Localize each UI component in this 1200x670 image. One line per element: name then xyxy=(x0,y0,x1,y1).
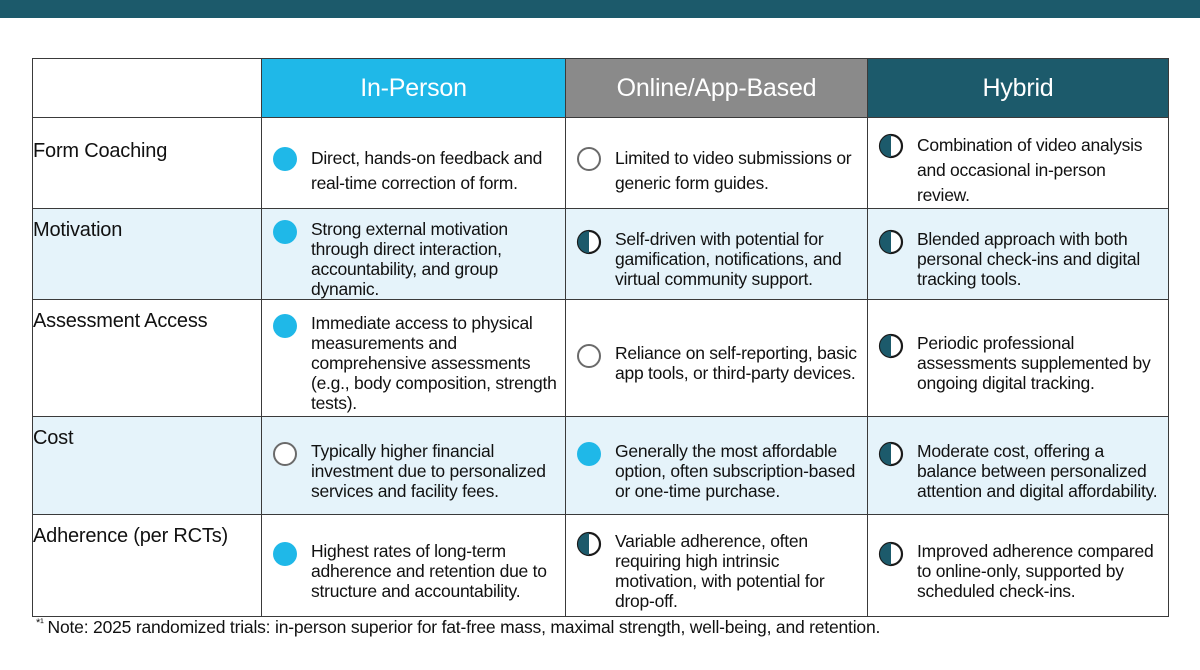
cell-text: Blended approach with both personal check-ins and digital tracking tools. xyxy=(917,229,1141,289)
row-label: Form Coaching xyxy=(33,140,168,162)
filled-circle-icon xyxy=(272,219,298,245)
cell-text: Combination of video analysis and occasional in-person review. xyxy=(917,135,1143,205)
row-label: Motivation xyxy=(33,219,123,241)
header-in-person: In-Person xyxy=(262,59,566,118)
half-filled-circle-icon xyxy=(878,133,904,159)
empty-circle-icon xyxy=(576,146,602,172)
table-row-motivation xyxy=(33,209,1169,300)
cell-text: Generally the most affordable option, often subscription-based or one-time purchase. xyxy=(615,440,856,501)
empty-circle-icon xyxy=(576,343,602,369)
table-row-form-coaching xyxy=(33,118,1169,209)
table-row-adherence xyxy=(33,515,1169,617)
header-hybrid: Hybrid xyxy=(868,59,1169,118)
header-online: Online/App-Based xyxy=(566,59,868,118)
footnote-text: Note: 2025 randomized trials: in-person superior for fat-free mass, maximal strength, well-being, and retention. xyxy=(47,617,881,637)
header-row xyxy=(33,59,1169,118)
half-filled-circle-icon xyxy=(878,541,904,567)
filled-circle-icon xyxy=(272,541,298,567)
comparison-table xyxy=(32,58,1169,617)
filled-circle-icon xyxy=(272,146,298,172)
table-row-assessment-access xyxy=(33,300,1169,417)
cell-text: Variable adherence, often requiring high intrinsic motivation, with potential for drop-off. xyxy=(615,530,825,611)
cell-text: Direct, hands-on feedback and real-time correction of form. xyxy=(311,147,543,193)
cell-text: Strong external motivation through direct interaction, accountability, and group dynamic. xyxy=(311,219,508,299)
cell-text: Highest rates of long-term adherence and retention due to structure and accountability. xyxy=(311,540,547,601)
row-label: Cost xyxy=(33,427,74,449)
cell-text: Periodic professional assessments supplemented by ongoing digital tracking. xyxy=(917,333,1151,393)
table-row-cost xyxy=(33,417,1169,515)
half-filled-circle-icon xyxy=(878,229,904,255)
empty-circle-icon xyxy=(272,441,298,467)
half-filled-circle-icon xyxy=(576,531,602,557)
half-filled-circle-icon xyxy=(576,229,602,255)
filled-circle-icon xyxy=(576,441,602,467)
cell-text: Improved adherence compared to online-only, supported by scheduled check-ins. xyxy=(917,540,1154,601)
half-filled-circle-icon xyxy=(878,333,904,359)
half-filled-circle-icon xyxy=(878,441,904,467)
cell-text: Immediate access to physical measurements and comprehensive assessments (e.g., body composition, strength tests). xyxy=(311,313,557,413)
cell-text: Limited to video submissions or generic form guides. xyxy=(615,147,852,193)
cell-text: Moderate cost, offering a balance between personalized attention and digital affordability. xyxy=(917,440,1158,501)
row-label: Assessment Access xyxy=(33,310,208,332)
cell-text: Self-driven with potential for gamification, notifications, and virtual community support. xyxy=(615,229,842,289)
cell-text: Reliance on self-reporting, basic app tools, or third-party devices. xyxy=(615,343,857,383)
top-accent-bar xyxy=(0,0,1200,18)
cell-text: Typically higher financial investment due to personalized services and facility fees. xyxy=(311,440,546,501)
footnote-marker: *¹ xyxy=(36,617,44,629)
footnote xyxy=(36,617,880,638)
filled-circle-icon xyxy=(272,313,298,339)
header-corner xyxy=(33,59,262,118)
row-label: Adherence (per RCTs) xyxy=(33,525,228,547)
